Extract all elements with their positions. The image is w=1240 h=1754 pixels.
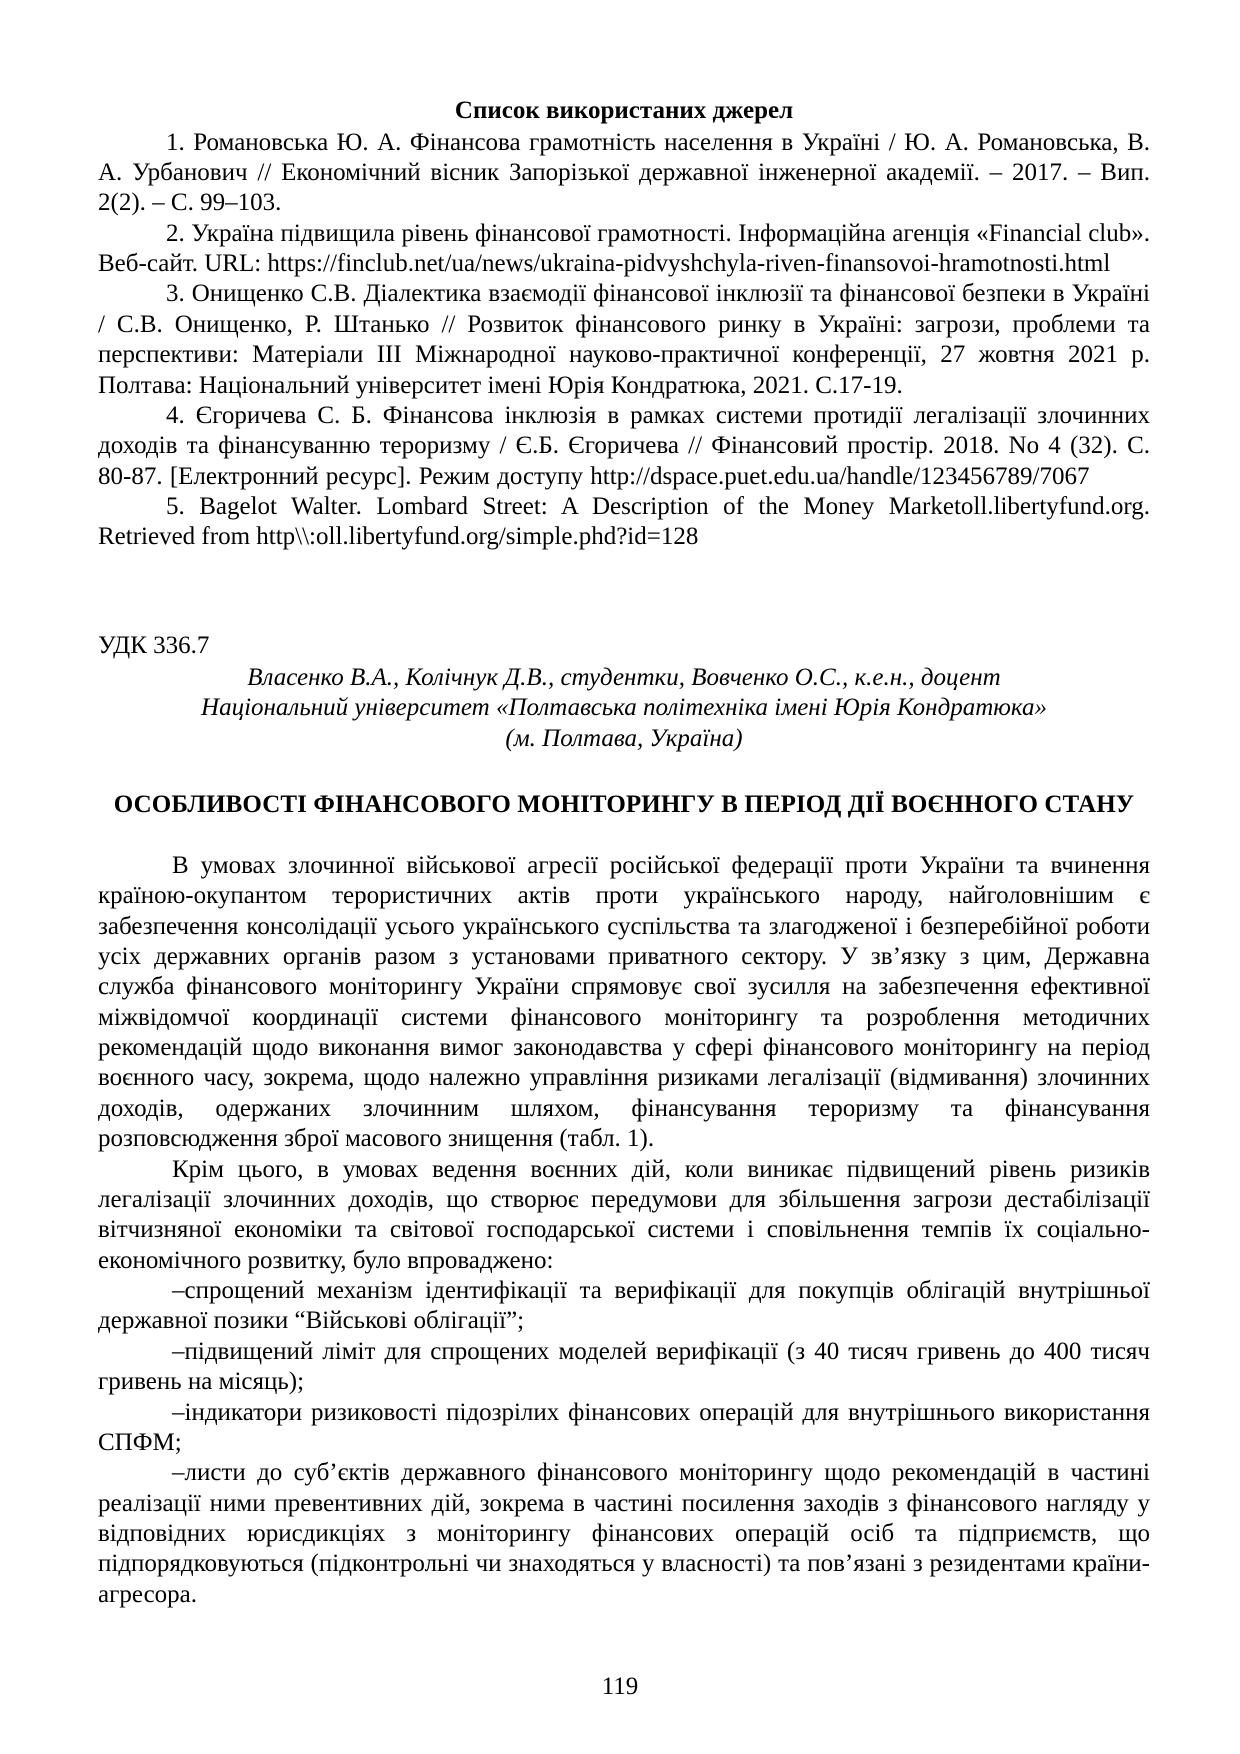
author-names: Власенко В.А., Колічнук Д.В., студентки, Вовченко О.С., к.е.н., доцент	[247, 663, 1001, 691]
bullet-item-1: –спрощений механізм ідентифікації та верифікації для покупців облігацій внутрішньої державної позики “Військові облігації”;	[98, 1277, 1150, 1335]
bullet-item-2: –підвищений ліміт для спрощених моделей верифікації (з 40 тисяч гривень до 400 тисяч гривень на місяць);	[98, 1337, 1150, 1396]
reference-item-4: 4. Єгоричева С. Б. Фінансова інклюзія в рамках системи протидії легалізації злочинних доходів та фінансуванню тероризму / Є.Б. Єгоричева // Фінансовий простір. 2018. No 4 (32). С. 80-87. [Електронний ресурс]. Режим доступу http://dspace.puet.edu.ua/handle/123456789/7067	[98, 401, 1150, 490]
reference-item-2: 2. Україна підвищила рівень фінансової грамотності. Інформаційна агенція «Financial club». Веб-сайт. URL: https://finclub.net/ua/news/ukraina-pidvyshchyla-riven-finansovoi-hramotnosti.html	[98, 219, 1150, 277]
udk-code: УДК 336.7	[98, 631, 210, 659]
body-paragraph-2: Крім цього, в умовах ведення воєнних дій, коли виникає підвищений рівень ризиків легалізації злочинних доходів, що створює передумови для збільшення загрози дестабілізації вітчизняної економіки та світової господарської системи і сповільнення темпів їх соціально-економічного розвитку, було впроваджено:	[98, 1155, 1150, 1274]
section-gap	[98, 553, 1150, 631]
bullet-item-3: –індикатори ризиковості підозрілих фінансових операцій для внутрішнього використання СПФМ;	[98, 1398, 1150, 1456]
reference-item-3: 3. Онищенко С.В. Діалектика взаємодії фінансової інклюзії та фінансової безпеки в Україні / С.В. Онищенко, Р. Штанько // Розвиток фінансового ринку в Україні: загрози, проблеми та перспективи: Матеріали ІІІ Міжнародної науково-практичної конференції, 27 жовтня 2021 р. Полтава: Національний університет імені Юрія Кондратюка, 2021. С.17-19.	[98, 280, 1150, 399]
body-paragraph-1: В умовах злочинної військової агресії російської федерації проти України та вчинення країною-окупантом терористичних актів проти українського народу, найголовнішим є забезпечення консолідації усього українського суспільства та злагодженої і безперебійної роботи усіх державних органів разом з установами приватного сектору. У зв’язку з цим, Державна служба фінансового моніторингу України спрямовує свої зусилля на забезпечення ефективної міжвідомчої координації системи фінансового моніторингу та розроблення методичних рекомендацій щодо виконання вимог законодавства у сфері фінансового моніторингу на період воєнного часу, зокрема, щодо належно управління ризиками легалізації (відмивання) злочинних доходів, одержаних злочинним шляхом, фінансування тероризму та фінансування розповсюдження зброї масового знищення (табл. 1).	[98, 851, 1150, 1153]
reference-item-1: 1. Романовська Ю. А. Фінансова грамотність населення в Україні / Ю. А. Романовська, В. А. Урбанович // Економічний вісник Запорізької державної інженерної академії. – 2017. – Вип. 2(2). – С. 99–103.	[98, 128, 1150, 217]
page-content	[98, 96, 1150, 1610]
author-location: (м. Полтава, Україна)	[505, 724, 743, 752]
bullet-item-4: –листи до суб’єктів державного фінансового моніторингу щодо рекомендацій в частині реалізації ними превентивних дій, зокрема в частині посилення заходів з фінансового нагляду у відповідних юрисдикціях з моніторингу фінансових операцій осіб та підприємств, що підпорядковуються (підконтрольні чи знаходяться у власності) та пов’язані з резидентами країни-агресора.	[98, 1459, 1150, 1608]
page-number: 119	[601, 1673, 639, 1700]
author-block	[98, 663, 1150, 755]
author-affiliation: Національний університет «Полтавська політехніка імені Юрія Кондратюка»	[201, 694, 1047, 722]
article-title: ОСОБЛИВОСТІ ФІНАНСОВОГО МОНІТОРИНГУ В ПЕРІОД ДІЇ ВОЄННОГО СТАНУ	[113, 791, 1135, 819]
references-heading: Список використаних джерел	[454, 97, 794, 124]
reference-item-5: 5. Bagelot Walter. Lombard Street: A Description of the Money Marketoll.libertyfund.org. Retrieved from http\\:oll.libertyfund.org/simple.phd?id=128	[98, 493, 1150, 551]
